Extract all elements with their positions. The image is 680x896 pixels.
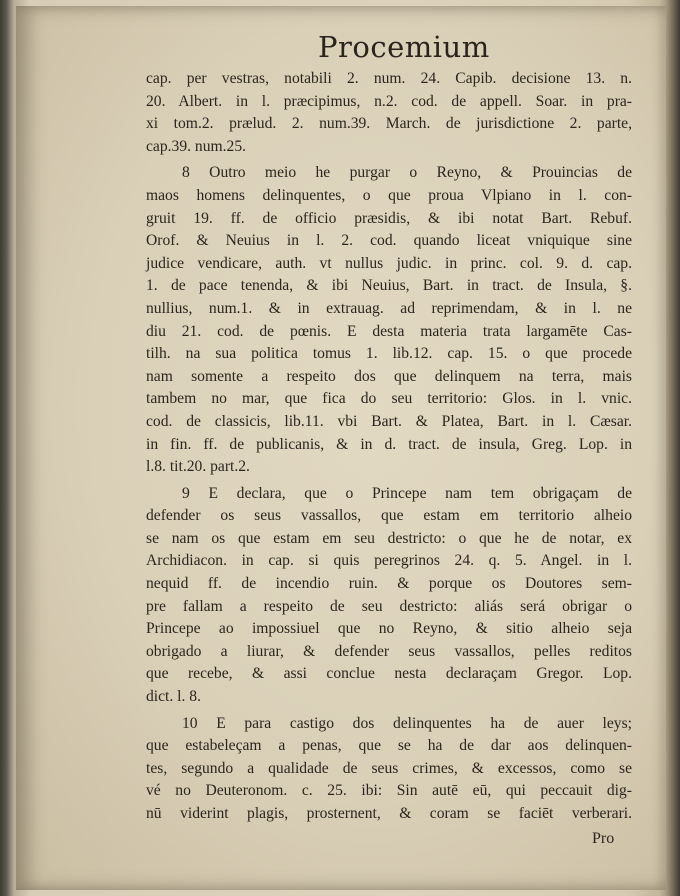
body-text [146,68,632,826]
text-line: l.8. tit.20. part.2. [146,458,250,476]
text-line: nullius, num.1. & in extrauag. ad reprimendam, & in l. ne [146,299,632,317]
text-line: Archidiacon. in cap. si quis peregrinos 24. q. 5. Angel. in l. [146,552,632,570]
text-line: cap. per vestras, notabili 2. num. 24. Capib. decisione 13. n. [146,70,632,87]
text-line: Princepe ao impossiuel que no Reyno, & sitio alheio seja [146,620,632,638]
text-line: obrigado a liurar, & defender seus vassallos, pelles reditos [146,642,632,660]
text-line: judice vendicare, auth. vt nullus judic. in princ. col. 9. d. cap. [146,254,632,272]
text-line: cap.39. num.25. [146,137,247,155]
text-line: dict. l. 8. [146,688,202,706]
paragraph-start: 9 E declara, que o Princepe nam tem obrigaçam de [182,484,632,502]
text-line: nū viderint plagis, prosternent, & coram se faciēt verberari. [146,805,632,822]
text-line: vé no Deuteronom. c. 25. ibi: Sin autē eū, qui peccauit dig- [146,782,632,800]
text-line: 1. de pace tenenda, & ibi Neuius, Bart. in tract. de Insula, §. [146,277,632,295]
page-edge [666,0,680,896]
text-line: cod. de classicis, lib.11. vbi Bart. & Platea, Bart. in l. Cæsar. [146,412,632,430]
text-line: gruit 19. ff. de officio præsidis, & ibi notat Bart. Rebuf. [146,209,632,227]
text-line: se nam os que estam em seu destricto: o que he de notar, ex [146,529,632,547]
text-line: que estabeleçam a penas, que se ha de dar aos delinquen- [146,737,632,755]
paragraph-start: 8 Outro meio he purgar o Reyno, & Prouincias de [182,164,632,182]
text-line: tambem no mar, que fica do seu territorio: Glos. in l. vnic. [146,390,632,408]
paragraph-start: 10 E para castigo dos delinquentes ha de auer leys; [182,714,632,732]
text-line: xi tom.2. prælud. 2. num.39. March. de jurisdictione 2. parte, [146,115,632,133]
text-line: defender os seus vassallos, que estam em territorio alheio [146,507,632,525]
text-line: tilh. na sua politica tomus 1. lib.12. cap. 15. o que procede [146,345,632,363]
text-line: 20. Albert. in l. præcipimus, n.2. cod. de appell. Soar. in pra- [146,92,632,110]
catchword: Pro [592,830,615,847]
text-line: pre fallam a respeito de seu destricto: aliás será obrigar o [146,597,632,615]
text-line: diu 21. cod. de pœnis. E desta materia trata largamēte Cas- [146,322,632,340]
text-line: que recebe, & assi conclue nesta declaraçam Gregor. Lop. [146,665,632,683]
text-line: maos homens delinquentes, o que proua Vlpiano in l. con- [146,186,632,204]
text-line: in fin. ff. de publicanis, & in d. tract. de insula, Greg. Lop. in [146,435,632,453]
text-line: nequid ff. de incendio ruin. & porque os Doutores sem- [146,575,632,593]
text-line: nam somente a respeito dos que delinquem na terra, mais [146,367,632,385]
text-line: Orof. & Neuius in l. 2. cod. quando liceat vniquique sine [146,232,632,250]
text-line: tes, segundo a qualidade de seus crimes, & excessos, como se [146,759,632,777]
running-header: Procemium [318,30,490,64]
